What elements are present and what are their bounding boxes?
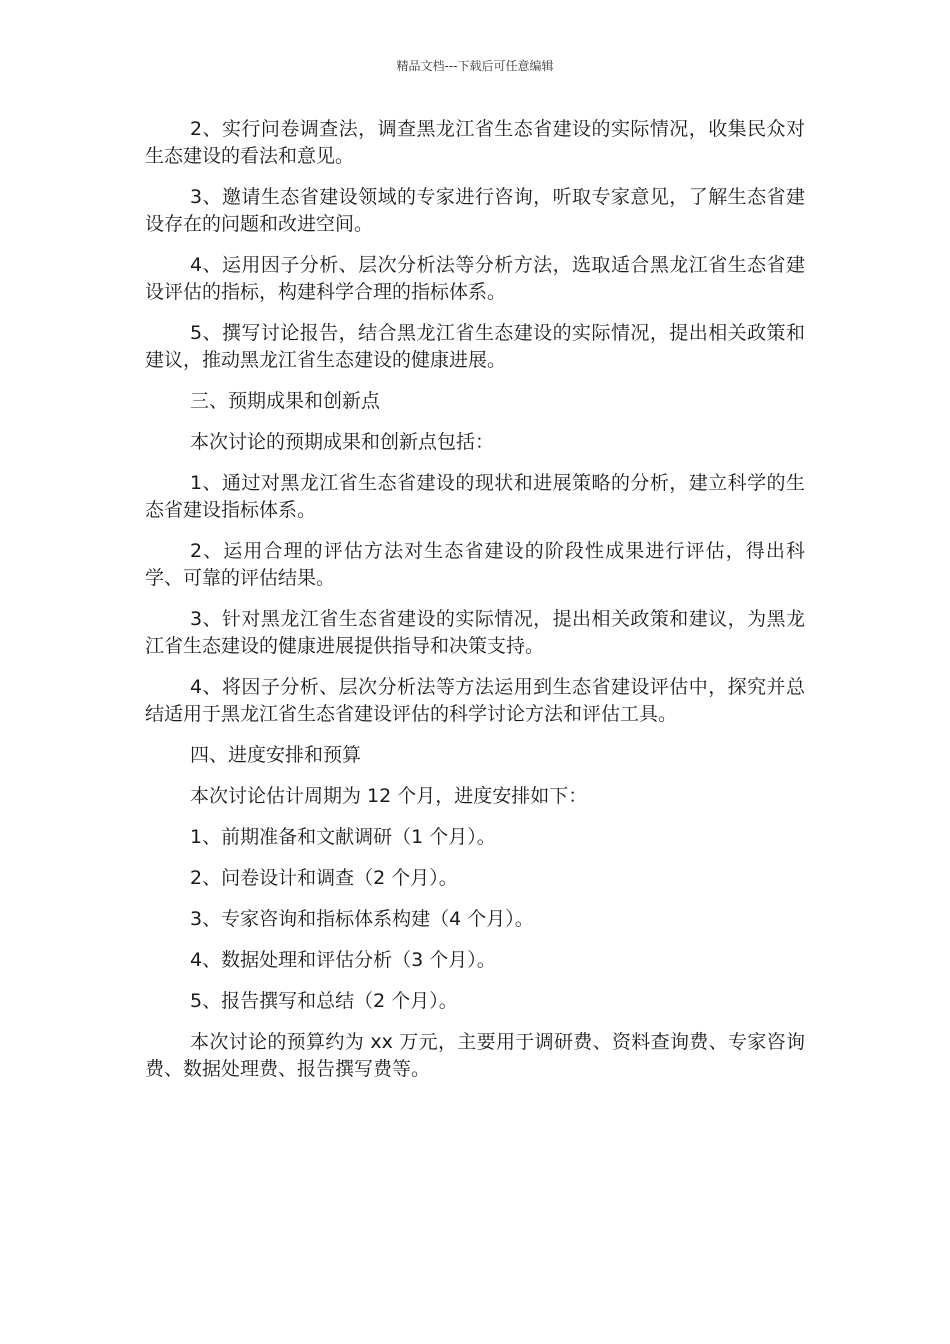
page-header: 精品文档---下载后可任意编辑 [396, 59, 554, 73]
paragraph-budget: 本次讨论的预算约为 xx 万元，主要用于调研费、资料查询费、专家咨询费、数据处理费、报告撰写费等。 [145, 1031, 805, 1080]
paragraph-method-3: 3、邀请生态省建设领域的专家进行咨询，听取专家意见，了解生态省建设存在的问题和改进空间。 [145, 186, 805, 235]
paragraph-method-4: 4、运用因子分析、层次分析法等分析方法，选取适合黑龙江省生态省建设评估的指标，构建科学合理的指标体系。 [145, 254, 805, 303]
paragraph-method-2: 2、实行问卷调查法，调查黑龙江省生态省建设的实际情况，收集民众对生态建设的看法和意见。 [145, 118, 805, 167]
paragraph-outcome-4: 4、将因子分析、层次分析法等方法运用到生态省建设评估中，探究并总结适用于黑龙江省生态省建设评估的科学讨论方法和评估工具。 [145, 676, 805, 725]
document-body [145, 116, 805, 1097]
section-heading-outcomes: 三、预期成果和创新点 [190, 390, 381, 412]
schedule-item-1: 1、前期准备和文献调研（1 个月）。 [190, 826, 496, 848]
schedule-item-3: 3、专家咨询和指标体系构建（4 个月）。 [190, 908, 534, 930]
paragraph-outcomes-intro: 本次讨论的预期成果和创新点包括： [190, 431, 495, 453]
schedule-item-2: 2、问卷设计和调查（2 个月）。 [190, 867, 458, 889]
paragraph-outcome-2: 2、运用合理的评估方法对生态省建设的阶段性成果进行评估，得出科学、可靠的评估结果。 [145, 540, 805, 589]
paragraph-schedule-intro: 本次讨论估计周期为 12 个月，进度安排如下： [190, 785, 588, 807]
section-heading-schedule: 四、进度安排和预算 [190, 744, 362, 766]
schedule-item-5: 5、报告撰写和总结（2 个月）。 [190, 990, 458, 1012]
schedule-item-4: 4、数据处理和评估分析（3 个月）。 [190, 949, 496, 971]
paragraph-method-5: 5、撰写讨论报告，结合黑龙江省生态建设的实际情况，提出相关政策和建议，推动黑龙江省生态建设的健康进展。 [145, 322, 805, 371]
paragraph-outcome-3: 3、针对黑龙江省生态省建设的实际情况，提出相关政策和建议，为黑龙江省生态建设的健康进展提供指导和决策支持。 [145, 608, 805, 657]
paragraph-outcome-1: 1、通过对黑龙江省生态省建设的现状和进展策略的分析，建立科学的生态省建设指标体系。 [145, 472, 805, 521]
